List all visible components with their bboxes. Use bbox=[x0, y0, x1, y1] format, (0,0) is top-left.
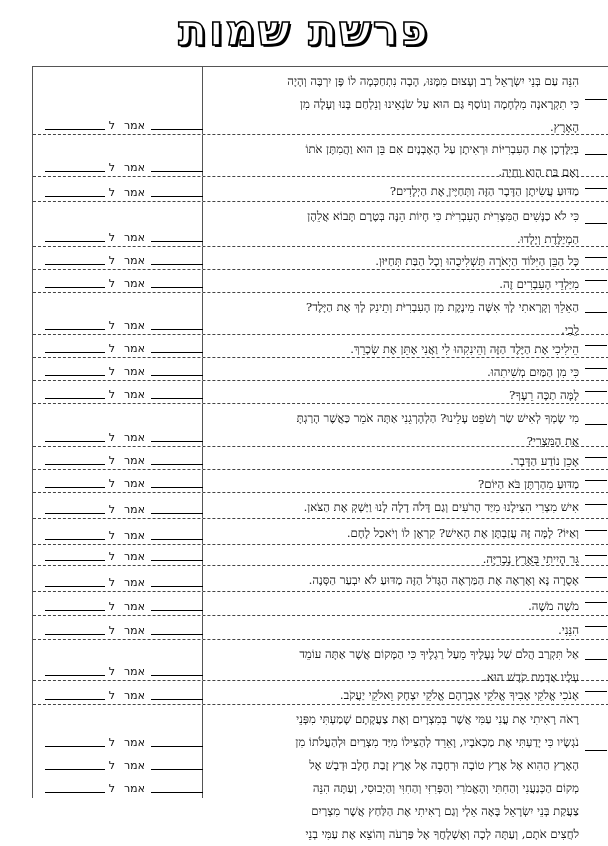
listener-blank[interactable] bbox=[45, 171, 105, 172]
passage-text bbox=[211, 569, 579, 592]
listener-blank[interactable] bbox=[45, 464, 105, 465]
speaker-blank[interactable] bbox=[151, 287, 203, 288]
to-label: ל bbox=[108, 254, 115, 267]
passage-row bbox=[33, 135, 608, 177]
passage-text bbox=[211, 595, 579, 618]
answer-slot bbox=[33, 274, 203, 290]
passage-line: כִּי מִן הַמַּיִם מְשִׁיתִהוּ. bbox=[487, 365, 579, 379]
number-blank[interactable] bbox=[585, 480, 607, 481]
passage-row bbox=[33, 681, 608, 705]
number-blank[interactable] bbox=[585, 424, 607, 425]
said-label: אמר bbox=[123, 161, 145, 174]
answer-slot bbox=[33, 621, 203, 637]
passage-text bbox=[211, 205, 579, 251]
number-blank[interactable] bbox=[585, 391, 607, 392]
number-blank[interactable] bbox=[585, 750, 607, 751]
speaker-blank[interactable] bbox=[151, 329, 203, 330]
to-label: ל bbox=[108, 319, 115, 332]
number-blank[interactable] bbox=[585, 457, 607, 458]
said-label: אמר bbox=[123, 186, 145, 199]
listener-blank[interactable] bbox=[45, 586, 105, 587]
to-label: ל bbox=[108, 600, 115, 613]
number-blank[interactable] bbox=[585, 154, 607, 155]
passage-text bbox=[211, 70, 579, 139]
speaker-blank[interactable] bbox=[151, 241, 203, 242]
passage-line: הָאָרֶץ. bbox=[549, 120, 579, 134]
passage-row bbox=[33, 270, 608, 293]
passage-line: מִיַּלְדֵי הָעִבְרִים זֶה. bbox=[499, 277, 579, 291]
passage-line: מֹשֶׁה מֹשֶׁה. bbox=[528, 599, 579, 613]
passage-line: וְאַיּוֹ? לָמָּה זֶּה עֲזַבְתֶּן אֶת הָאִישׁ? קִרְאֶן לוֹ וְיֹאכַל לָחֶם. bbox=[346, 526, 579, 540]
answer-slot bbox=[33, 339, 203, 355]
speaker-blank[interactable] bbox=[151, 539, 203, 540]
said-label: אמר bbox=[123, 665, 145, 678]
said-label: אמר bbox=[123, 431, 145, 444]
passage-line: הִנֵּה עַם בְּנֵי יִשְׂרָאֵל רַב וְעָצוּם מִמֶּנּוּ, הָבָה נִתְחַכְּמָה לוֹ פֶּן יִרְבֶּה וְהָיָה bbox=[287, 74, 579, 88]
passage-line: הָאָרֶץ הַהִוא אֶל אֶרֶץ טוֹבָה וּרְחָבָה אֶל אֶרֶץ זָבַת חָלָב וּדְבָשׁ אֶל bbox=[309, 758, 579, 772]
passage-row bbox=[33, 493, 608, 519]
to-label: ל bbox=[108, 624, 115, 637]
speaker-blank[interactable] bbox=[151, 264, 203, 265]
passage-text bbox=[211, 708, 579, 846]
passage-text bbox=[211, 496, 579, 519]
said-label: אמר bbox=[123, 759, 145, 772]
said-label: אמר bbox=[123, 550, 145, 563]
said-label: אמר bbox=[123, 736, 145, 749]
said-label: אמר bbox=[123, 477, 145, 490]
passage-row bbox=[33, 247, 608, 270]
answer-slot bbox=[33, 474, 203, 490]
passage-line: רָאֹה רָאִיתִי אֶת עֳנִי עַמִּי אֲשֶׁר בְּמִצְרָיִם וְאֶת צַעֲקָתָם שָׁמַעְתִּי מִפְּנֵי bbox=[296, 712, 579, 726]
passage-row bbox=[33, 335, 608, 358]
said-label: אמר bbox=[123, 342, 145, 355]
speaker-blank[interactable] bbox=[151, 610, 203, 611]
to-label: ל bbox=[108, 759, 115, 772]
speaker-blank[interactable] bbox=[151, 746, 203, 747]
number-blank[interactable] bbox=[585, 691, 607, 692]
passage-row bbox=[33, 177, 608, 202]
speaker-blank[interactable] bbox=[151, 634, 203, 635]
listener-blank[interactable] bbox=[45, 441, 105, 442]
speaker-blank[interactable] bbox=[151, 171, 203, 172]
answer-slot bbox=[33, 733, 203, 749]
answer-slot bbox=[33, 116, 203, 132]
passage-line: אָכֵן נוֹדַע הַדָּבָר. bbox=[509, 454, 579, 468]
said-label: אמר bbox=[123, 689, 145, 702]
listener-blank[interactable] bbox=[45, 241, 105, 242]
number-blank[interactable] bbox=[585, 602, 607, 603]
number-blank[interactable] bbox=[585, 257, 607, 258]
speaker-blank[interactable] bbox=[151, 699, 203, 700]
said-label: אמר bbox=[123, 365, 145, 378]
answer-slot bbox=[33, 316, 203, 332]
speaker-blank[interactable] bbox=[151, 513, 203, 514]
speaker-blank[interactable] bbox=[151, 398, 203, 399]
passage-row bbox=[33, 592, 608, 616]
said-label: אמר bbox=[123, 319, 145, 332]
to-label: ל bbox=[108, 689, 115, 702]
passage-line: הַאֵלֵךְ וְקָרָאתִי לָךְ אִשָּׁה מֵינֶקֶת מִן הָעִבְרִיֹּת וְתֵינִק לָךְ אֶת הַיָּלֶד? bbox=[305, 300, 579, 314]
listener-blank[interactable] bbox=[45, 129, 105, 130]
listener-blank[interactable] bbox=[45, 539, 105, 540]
listener-blank[interactable] bbox=[45, 264, 105, 265]
answer-slot bbox=[33, 385, 203, 401]
passage-row bbox=[33, 293, 608, 335]
passage-line: נֹגְשָׂיו כִּי יָדַעְתִּי אֶת מַכְאֹבָיו, וָאֵרֵד לְהַצִּילוֹ מִיַּד מִצְרַיִם וּלְהַעֲלֹתוֹ מִן bbox=[295, 735, 579, 749]
passage-row bbox=[33, 640, 608, 684]
passage-line: כִּי לֹא כַנָּשִׁים הַמִּצְרִיֹּת הָעִבְרִיֹּת כִּי חָיוֹת הֵנָּה בְּטֶרֶם תָּבוֹא אֲלֵהֶן bbox=[307, 209, 579, 223]
passage-row bbox=[33, 616, 608, 640]
speaker-blank[interactable] bbox=[151, 792, 203, 793]
page-title: פרשת שמות bbox=[178, 6, 430, 55]
passage-line: גֵּר הָיִיתִי בְּאֶרֶץ נָכְרִיָּה. bbox=[482, 552, 579, 566]
listener-blank[interactable] bbox=[45, 699, 105, 700]
passage-line: אֶת הַמִּצְרִי? bbox=[526, 434, 579, 448]
said-label: אמר bbox=[123, 600, 145, 613]
to-label: ל bbox=[108, 576, 115, 589]
answer-slot bbox=[33, 686, 203, 702]
passage-line: אִישׁ מִצְרִי הִצִּילָנוּ מִיַּד הָרֹעִים וְגַם דָּלֹה דָלָה לָנוּ וַיַּשְׁקְ אֶת הַצֹּאן. bbox=[303, 500, 579, 514]
listener-blank[interactable] bbox=[45, 560, 105, 561]
to-label: ל bbox=[108, 365, 115, 378]
answer-slot bbox=[33, 451, 203, 467]
to-label: ל bbox=[108, 186, 115, 199]
to-label: ל bbox=[108, 161, 115, 174]
listener-blank[interactable] bbox=[45, 375, 105, 376]
passage-line: מַדּוּעַ עֲשִׂיתֶן הַדָּבָר הַזֶּה וַתְּחַיֶּיןָ אֶת הַיְלָדִים? bbox=[389, 184, 579, 198]
number-blank[interactable] bbox=[585, 626, 607, 627]
speaker-blank[interactable] bbox=[151, 769, 203, 770]
passage-row bbox=[33, 358, 608, 381]
listener-blank[interactable] bbox=[45, 513, 105, 514]
number-blank[interactable] bbox=[585, 577, 607, 578]
said-label: אמר bbox=[123, 277, 145, 290]
answer-slot bbox=[33, 573, 203, 589]
passage-line: אָנֹכִי אֱלֹקֵי אָבִיךָ אֱלֹקֵי אַבְרָהָם אֱלֹקֵי יִצְחָק וֵאלֹקֵי יַעֲקֹב. bbox=[339, 688, 579, 702]
passage-row bbox=[33, 470, 608, 493]
said-label: אמר bbox=[123, 576, 145, 589]
listener-blank[interactable] bbox=[45, 398, 105, 399]
number-blank[interactable] bbox=[585, 99, 607, 100]
said-label: אמר bbox=[123, 388, 145, 401]
said-label: אמר bbox=[123, 119, 145, 132]
passage-row bbox=[33, 381, 608, 404]
said-label: אמר bbox=[123, 529, 145, 542]
passage-row bbox=[33, 404, 608, 447]
answer-slot bbox=[33, 662, 203, 678]
passage-line: מְקוֹם הַכְּנַעֲנִי וְהַחִתִּי וְהָאֱמֹרִי וְהַפְּרִזִּי וְהַחִוִּי וְהַיְבוּסִי, וְעַתָּה הִנֵּה bbox=[312, 781, 579, 795]
passage-text bbox=[211, 522, 579, 545]
passage-row bbox=[33, 566, 608, 592]
speaker-blank[interactable] bbox=[151, 586, 203, 587]
said-label: אמר bbox=[123, 624, 145, 637]
passage-line: אָסֻרָה נָּא וְאֶרְאֶה אֶת הַמַּרְאֶה הַגָּדֹל הַזֶּה מַדּוּעַ לֹא יִבְעַר הַסְּנֶה. bbox=[308, 573, 579, 587]
number-blank[interactable] bbox=[585, 312, 607, 313]
listener-blank[interactable] bbox=[45, 610, 105, 611]
speaker-blank[interactable] bbox=[151, 464, 203, 465]
to-label: ל bbox=[108, 119, 115, 132]
answer-slot bbox=[33, 547, 203, 563]
answer-row bbox=[33, 751, 203, 774]
number-blank[interactable] bbox=[585, 555, 607, 556]
listener-blank[interactable] bbox=[45, 769, 105, 770]
to-label: ל bbox=[108, 277, 115, 290]
passage-line: וְאִם בַּת הִוא וָחָיָה. bbox=[498, 165, 579, 179]
passage-row bbox=[33, 67, 608, 135]
answer-slot bbox=[33, 428, 203, 444]
speaker-blank[interactable] bbox=[151, 196, 203, 197]
speaker-blank[interactable] bbox=[151, 675, 203, 676]
speaker-blank[interactable] bbox=[151, 352, 203, 353]
passage-line: צַעֲקַת בְּנֵי יִשְׂרָאֵל בָּאָה אֵלָי וְגַם רָאִיתִי אֶת הַלַּחַץ אֲשֶׁר מִצְרַיִם bbox=[311, 804, 579, 818]
worksheet bbox=[32, 66, 608, 841]
listener-blank[interactable] bbox=[45, 675, 105, 676]
passage-line: מִי שָׂמְךָ לְאִישׁ שַׂר וְשֹׁפֵט עָלֵינוּ? הַלְהָרְגֵנִי אַתָּה אֹמֵר כַּאֲשֶׁר הָרַגְתָּ bbox=[296, 411, 579, 425]
passage-line: הֵילִיכִי אֶת הַיֶּלֶד הַזֶּה וְהֵינִקִהוּ לִי וַאֲנִי אֶתֵּן אֶת שְׂכָרֵךְ. bbox=[350, 342, 579, 356]
answer-slot bbox=[33, 158, 203, 174]
passage-row bbox=[33, 202, 608, 247]
passage-line: מַדּוּעַ מִהַרְתֶּן בֹּא הַיּוֹם? bbox=[478, 477, 579, 491]
passage-line: לֵכִי. bbox=[561, 323, 579, 337]
to-label: ל bbox=[108, 550, 115, 563]
answer-slot bbox=[33, 362, 203, 378]
answer-row bbox=[33, 774, 203, 797]
passage-text bbox=[211, 684, 579, 707]
answer-slot bbox=[33, 183, 203, 199]
to-label: ל bbox=[108, 782, 115, 795]
said-label: אמר bbox=[123, 503, 145, 516]
to-label: ל bbox=[108, 736, 115, 749]
number-blank[interactable] bbox=[585, 659, 607, 660]
answer-row bbox=[33, 728, 203, 751]
to-label: ל bbox=[108, 388, 115, 401]
passage-line: הִנֵּנִי. bbox=[558, 623, 579, 637]
to-label: ל bbox=[108, 231, 115, 244]
speaker-blank[interactable] bbox=[151, 560, 203, 561]
passage-text bbox=[211, 619, 579, 642]
passage-line: אַל תִּקְרַב הֲלֹם שַׁל נְעָלֶיךָ מֵעַל רַגְלֶיךָ כִּי הַמָּקוֹם אֲשֶׁר אַתָּה עוֹמֵד bbox=[299, 647, 579, 661]
to-label: ל bbox=[108, 529, 115, 542]
number-blank[interactable] bbox=[585, 280, 607, 281]
answer-slot bbox=[33, 500, 203, 516]
listener-blank[interactable] bbox=[45, 634, 105, 635]
answer-slot bbox=[33, 251, 203, 267]
said-label: אמר bbox=[123, 254, 145, 267]
passage-line: הַמְיַלֶּדֶת וְיָלָדוּ. bbox=[517, 232, 579, 246]
to-label: ל bbox=[108, 503, 115, 516]
to-label: ל bbox=[108, 342, 115, 355]
speaker-blank[interactable] bbox=[151, 441, 203, 442]
listener-blank[interactable] bbox=[45, 792, 105, 793]
listener-blank[interactable] bbox=[45, 487, 105, 488]
to-label: ל bbox=[108, 431, 115, 444]
passage-line: בְּיַלֶּדְכֶן אֶת הָעִבְרִיּוֹת וּרְאִיתֶן עַל הָאָבְנָיִם אִם בֵּן הוּא וַהֲמִתֶּן אֹתוֹ bbox=[305, 142, 579, 156]
said-label: אמר bbox=[123, 231, 145, 244]
number-blank[interactable] bbox=[585, 368, 607, 369]
listener-blank[interactable] bbox=[45, 746, 105, 747]
speaker-blank[interactable] bbox=[151, 375, 203, 376]
said-label: אמר bbox=[123, 782, 145, 795]
number-blank[interactable] bbox=[585, 504, 607, 505]
passage-line: לֹחֲצִים אֹתָם, וְעַתָּה לְכָה וְאֶשְׁלָחֲךָ אֶל פַּרְעֹה וְהוֹצֵא אֶת עַמִּי בְנֵי bbox=[305, 827, 579, 841]
number-blank[interactable] bbox=[585, 345, 607, 346]
passage-line: כִּי תִקְרֶאנָה מִלְחָמָה וְנוֹסַף גַּם הוּא עַל שֹׂנְאֵינוּ וְנִלְחַם בָּנוּ וְעָלָה מִן bbox=[300, 97, 579, 111]
number-blank[interactable] bbox=[585, 530, 607, 531]
answer-slot bbox=[33, 526, 203, 542]
listener-blank[interactable] bbox=[45, 196, 105, 197]
said-label: אמר bbox=[123, 454, 145, 467]
answer-slot bbox=[33, 597, 203, 613]
passage-line: עָלָיו אַדְמַת קֹדֶשׁ הוּא. bbox=[483, 670, 579, 684]
passage-row bbox=[33, 545, 608, 566]
to-label: ל bbox=[108, 454, 115, 467]
to-label: ל bbox=[108, 477, 115, 490]
listener-blank[interactable] bbox=[45, 287, 105, 288]
passage-row bbox=[33, 519, 608, 545]
number-blank[interactable] bbox=[585, 223, 607, 224]
number-blank[interactable] bbox=[585, 188, 607, 189]
listener-blank[interactable] bbox=[45, 352, 105, 353]
listener-blank[interactable] bbox=[45, 329, 105, 330]
speaker-blank[interactable] bbox=[151, 129, 203, 130]
passage-line: לָמָּה תַכֶּה רֵעֶךָ? bbox=[509, 388, 579, 402]
answer-slot bbox=[33, 756, 203, 772]
passage-row bbox=[33, 447, 608, 470]
passage-line: כָּל הַבֵּן הַיִּלּוֹד הַיְאֹרָה תַּשְׁלִיכֻהוּ וְכָל הַבַּת תְּחַיּוּן. bbox=[375, 254, 579, 268]
to-label: ל bbox=[108, 665, 115, 678]
speaker-blank[interactable] bbox=[151, 487, 203, 488]
passage-text bbox=[211, 180, 579, 203]
answer-slot bbox=[33, 228, 203, 244]
answer-slot bbox=[33, 779, 203, 795]
